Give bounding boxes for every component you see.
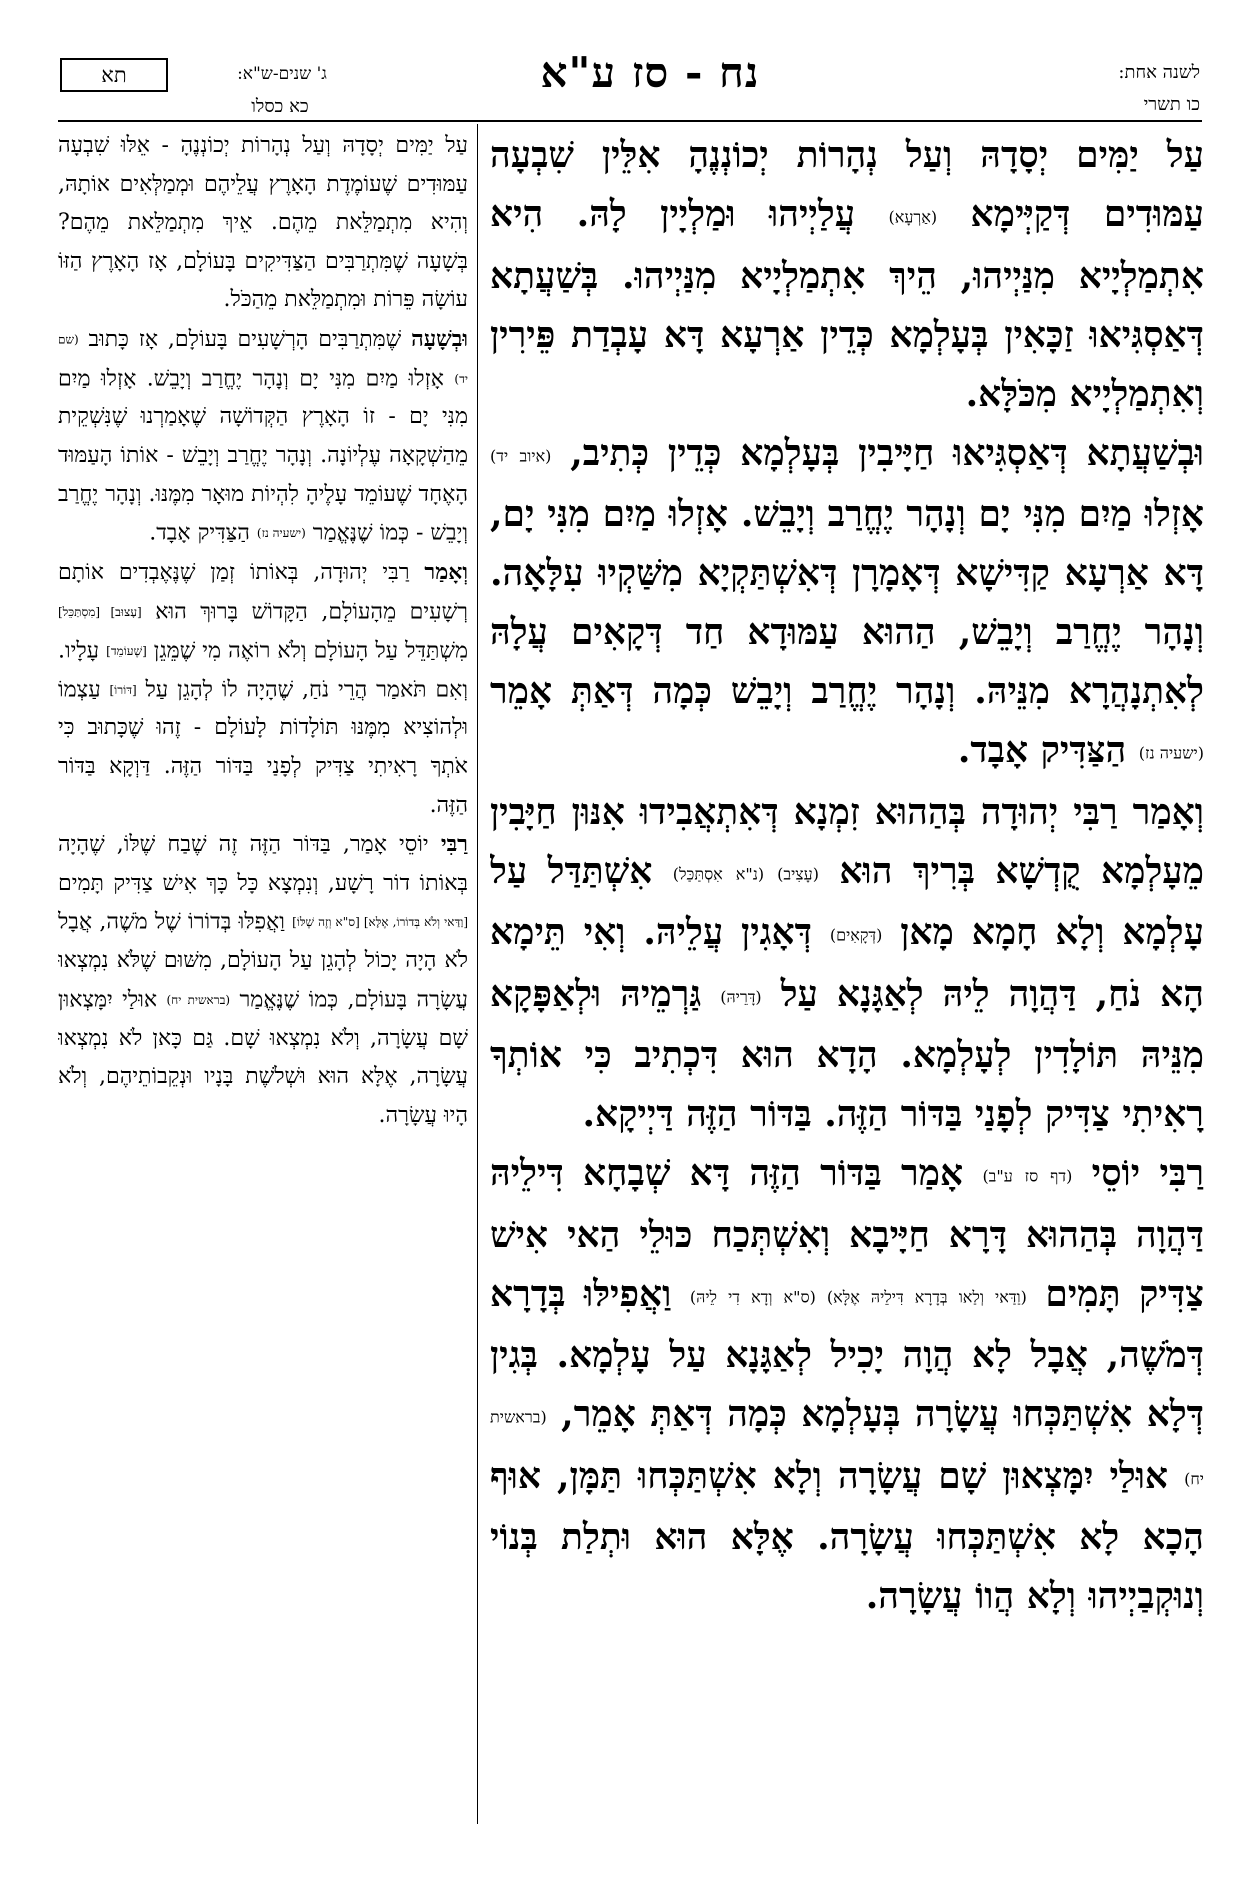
source-ref: (דָּרֵיהּ) bbox=[720, 987, 762, 1006]
source-ref: (בראשית יח) bbox=[166, 992, 231, 1007]
source-ref: (אַרְעָא) bbox=[888, 207, 938, 227]
source-ref: (שם יד) bbox=[58, 332, 468, 386]
paragraph-text: עֲלַיְיהוּ וּמַלְיָין לָהּ. הִיא אִתְמַלְיָיא מִנַּיְיהוּ, הֵיךְ אִתְמַלְיָיא מִנַּיְיהוּ. בְּשַׁעֲתָא דְּאַסְגִּיאוּ זַכָּאִין בְּעָלְמָא כְּדֵין אַרְעָא דָּא עָבְדַת פֵּירִין וְאִתְמַלְיָיא מִכֹּלָּא. bbox=[490, 193, 1204, 415]
paragraph-text: אָזְלוּ מַיִם מִנִּי יָם וְנָהָר יֶחֱרַב וְיָבֵשׁ. אָזְלוּ מַיִם מִנִּי יָם, דָּא אַרְעָא קַדִּישָׁא דְּאָמָרָן דְּאִשְׁתַּקְיָא מִשַּׁקְיוּ עִלָּאָה. וְנָהָר יֶחֱרַב וְיָבֵשׁ, הַהוּא עַמּוּדָא חַד דְּקָאִים עֲלָהּ לְאִתְנָהֲרָא מִנֵּיהּ. וְנָהָר יֶחֱרַב וְיָבֵשׁ כְּמָה דְּאַתְּ אָמֵר bbox=[490, 493, 1204, 712]
source-ref: (וַדַּאי וְלַאו בְּדָרָא דִּילֵיהּ אֶלָּא) (ס"א וְדָא דִי לֵיהּ) bbox=[689, 1287, 1027, 1306]
paragraph-text: יַמִּים יְסָדָהּ וְעַל נְהָרוֹת יְכוֹנְנֶהָ אִלֵּין שִׁבְעָה עַמּוּדִים דְּקַיְּימָא bbox=[490, 134, 1204, 235]
paragraph-text: דְּאַסְגִּיאוּ חַיָּיבִין בְּעָלְמָא כְּדֵין כְּתִיב, bbox=[551, 431, 1087, 474]
paragraph-text: עַל יַמִּים יְסָדָהּ וְעַל נְהָרוֹת יְכוֹנְנֶהָ - אֵלּוּ שִׁבְעָה עַמּוּדִים שֶׁעוֹמֶדֶת הָאָרֶץ עֲלֵיהֶם וּמְמַלְּאִים אוֹתָהּ, וְהִיא מִתְמַלֵּאת מֵהֶם. אֵיךְ מִתְמַלֵּאת מֵהֶם? בְּשָׁעָה שֶׁמִּתְרַבִּים הַצַּדִּיקִים בָּעוֹלָם, אָז הָאָרֶץ הַזּוֹ עוֹשָׂה פֵּרוֹת וּמִתְמַלֵּאת מֵהַכֹּל. bbox=[58, 133, 468, 313]
column-divider bbox=[477, 124, 478, 1824]
paragraph-text: שֶׁמִּתְרַבִּים הָרְשָׁעִים בָּעוֹלָם, אָז כָּתוּב bbox=[78, 326, 412, 352]
paragraph-text: וַאֲפִלּוּ בְּדוֹרוֹ שֶׁל מֹשֶׁה, אֲבָל לֹא הָיָה יָכוֹל לְהָגֵן עַל הָעוֹלָם, מִשּׁוּם שֶׁלֹּא נִמְצְאוּ עֲשָׂרָה בָּעוֹלָם, כְּמוֹ שֶׁנֶּאֱמַר bbox=[58, 909, 468, 1013]
paragraph-text: יוֹסֵי bbox=[1072, 1152, 1160, 1194]
header-left-top: ג' שנים-ש"א: bbox=[237, 64, 327, 84]
source-ref: (ישעיה נז) bbox=[1138, 743, 1204, 763]
source-ref: (איוב יד) bbox=[490, 446, 552, 465]
lead-word: רַבִּי bbox=[440, 831, 468, 858]
source-ref: (עָצִיב) (נ"א אִסְתַּכַּל) bbox=[672, 864, 819, 883]
translation-paragraph bbox=[58, 825, 468, 1135]
paragraph-text: מִשְׁתַּדֵּל עַל הָעוֹלָם וְלֹא רוֹאֶה מִי שֶׁמֵּגֵן bbox=[146, 637, 468, 663]
paragraph-text: רַבִּי יְהוּדָה, בְּאוֹתוֹ זְמַן שֶׁנֶּאֶבְדִים אוֹתָם רְשָׁעִים מֵהָעוֹלָם, הַקָּדוֹשׁ בָּרוּךְ הוּא bbox=[58, 560, 468, 625]
main-paragraph bbox=[490, 1144, 1204, 1626]
translation-paragraph bbox=[58, 320, 468, 553]
lead-word: רַבִּי bbox=[1159, 1152, 1204, 1194]
header-right-top: לשנה אחת: bbox=[1118, 62, 1200, 83]
paragraph-text: אָזְלוּ מַיִם מִנִּי יָם וְנָהָר יֶחֱרַב וְיָבֵשׁ. אָזְלוּ מַיִם מִנִּי יָם - זוֹ הָאָרֶץ הַקְּדוֹשָׁה שֶׁאָמַרְנוּ שֶׁנִּשְׁקֵית מֵהַשְׁקָאָה עֶלְיוֹנָה. וְנָהָר יֶחֱרַב וְיָבֵשׁ - אוֹתוֹ הָעַמּוּד הָאֶחָד שֶׁעוֹמֵד עָלֶיהָ לִהְיוֹת מוּאָר מִמֶּנּוּ. וְנָהָר יֶחֱרַב וְיָבֵשׁ - כְּמוֹ שֶׁנֶּאֱמַר bbox=[58, 365, 468, 546]
lead-word: וּבְשַׁעֲתָא bbox=[1086, 431, 1204, 474]
paragraph-text: וַאֲפִילּוּ בְּדָרָא דְּמֹשֶׁה, אֲבָל לָא הֲוָה יָכִיל לְאַגָּנָא עַל עָלְמָא. בְּגִין דְּלָא אִשְׁתַּכְּחוּ עֲשָׂרָה בְּעָלְמָא כְּמָה דְּאַתְּ אָמֵר, bbox=[490, 1272, 1204, 1435]
main-paragraph bbox=[490, 424, 1204, 783]
lead-word: עַל bbox=[1166, 134, 1204, 176]
paragraph-text: גַּרְמֵיהּ וּלְאַפָּקָא מִנֵּיהּ תּוֹלָדִין לְעָלְמָא. הָדָא הוּא דִּכְתִיב כִּי אוֹתְךָ רָאִיתִי צַדִּיק לְפָנַי בַּדּוֹר הַזֶּה. בַּדּוֹר הַזֶּה דַּיְיקָא. bbox=[490, 972, 1204, 1135]
source-ref: (ישעיה נז) bbox=[256, 526, 306, 541]
main-text-column bbox=[490, 126, 1204, 1826]
page-number: תא bbox=[101, 62, 127, 87]
source-ref: [דּוֹרוֹ] bbox=[109, 682, 137, 697]
page-title: נח - סז ע"א bbox=[540, 48, 760, 97]
paragraph-text: עַצְמוֹ וּלְהוֹצִיא מִמֶּנּוּ תּוֹלָדוֹת לָעוֹלָם - זֶהוּ שֶׁכָּתוּב כִּי אֹתְךָ רָאִיתִי צַדִּיק לְפָנַי בַּדּוֹר הַזֶּה. דַּוְקָא בַּדּוֹר הַזֶּה. bbox=[58, 676, 468, 818]
paragraph-text: אוּלַי יִמָּצְאוּן שָׁם עֲשָׂרָה וְלָא אִשְׁתַּכְּחוּ תַּמָּן, אוּף הָכָא לָא אִשְׁתַּכְּחוּ עֲשָׂרָה. אֶלָּא הוּא וּתְלַת בְּנוֹי וְנוּקְבַיְיהוּ וְלָא הֲווֹ עֲשָׂרָה. bbox=[490, 1454, 1204, 1617]
translation-paragraph bbox=[58, 553, 468, 825]
translation-column bbox=[58, 126, 468, 1826]
main-paragraph bbox=[490, 126, 1204, 424]
paragraph-text: אָמַר בַּדּוֹר הַזֶּה דָּא שְׁבָחָא דִּילֵיהּ דַּהֲוָה בְּהַהוּא דָּרָא חַיָּיבָא וְאִשְׁתְּכַח כּוּלֵי הַאי אִישׁ צַדִּיק תָּמִים bbox=[490, 1152, 1204, 1315]
source-ref: [עָצוּב] [מִסְתַּכֵּל] bbox=[58, 604, 142, 619]
lead-word: וּבְשָׁעָה bbox=[411, 325, 468, 352]
translation-paragraph bbox=[58, 126, 468, 320]
paragraph-text: אִשְׁתַּדַּל עַל עָלְמָא וְלָא חָמָא מָאן bbox=[490, 849, 1204, 953]
lead-word: וְאָמַר bbox=[424, 559, 468, 586]
source-ref: (בראשית יח) bbox=[490, 1407, 1204, 1488]
source-ref: [וַדַּאי וְלֹא בְּדוֹרוֹ, אֶלָּא] [ס"א וְזֶה שֶׁלּוֹ] bbox=[292, 915, 468, 930]
header-right-sub: כו תשרי bbox=[1143, 94, 1200, 115]
source-ref: (דף סז ע"ב) bbox=[982, 1166, 1073, 1186]
header-left-sub: כא כסלו bbox=[251, 96, 309, 117]
paragraph-text: עָלָיו. וְאִם תֹּאמַר הֲרֵי נֹחַ, שֶׁהָיָה לוֹ לְהָגֵן עַל bbox=[58, 637, 468, 702]
header-divider bbox=[58, 120, 1202, 122]
source-ref: (דְּקָאִים) bbox=[829, 925, 883, 945]
paragraph-text: דְּאָגִין עֲלֵיהּ. וְאִי תֵּימָא הָא נֹחַ, דַּהֲוָה לֵיהּ לְאַגָּנָא עַל bbox=[490, 911, 1204, 1015]
lead-word: וְאָמַר bbox=[1132, 790, 1204, 833]
page-number-box bbox=[60, 58, 168, 92]
paragraph-text: הַצַּדִּיק אָבָד. bbox=[957, 729, 1139, 771]
paragraph-text: הַצַּדִּיק אָבָד. bbox=[149, 520, 257, 546]
source-ref: [שֶׁעוֹמֵד] bbox=[106, 643, 147, 658]
paragraph-text: רַבִּי יְהוּדָה בְּהַהוּא זִמְנָא דְּאִתְאֲבִידוּ אִנּוּן חַיָּבִין מֵעָלְמָא קֻדְשָׁא בְּרִיךְ הוּא bbox=[490, 790, 1204, 892]
paragraph-text: אוּלַי יִמָּצְאוּן שָׁם עֲשָׂרָה, וְלֹא נִמְצְאוּ שָׁם. גַּם כָּאן לֹא נִמְצְאוּ עֲשָׂרָה, אֶלָּא הוּא וּשְׁלֹשֶׁת בָּנָיו וּנְקֵבוֹתֵיהֶם, וְלֹא הָיוּ עֲשָׂרָה. bbox=[58, 987, 468, 1128]
main-paragraph bbox=[490, 783, 1204, 1145]
paragraph-text: יוֹסֵי אָמַר, בַּדּוֹר הַזֶּה זֶה שֶׁבַח שֶׁלּוֹ, שֶׁהָיָה בְּאוֹתוֹ דוֹר רָשָׁע, וְנִמְצָא כָּל כָּךְ אִישׁ צַדִּיק תָּמִים bbox=[58, 832, 468, 896]
